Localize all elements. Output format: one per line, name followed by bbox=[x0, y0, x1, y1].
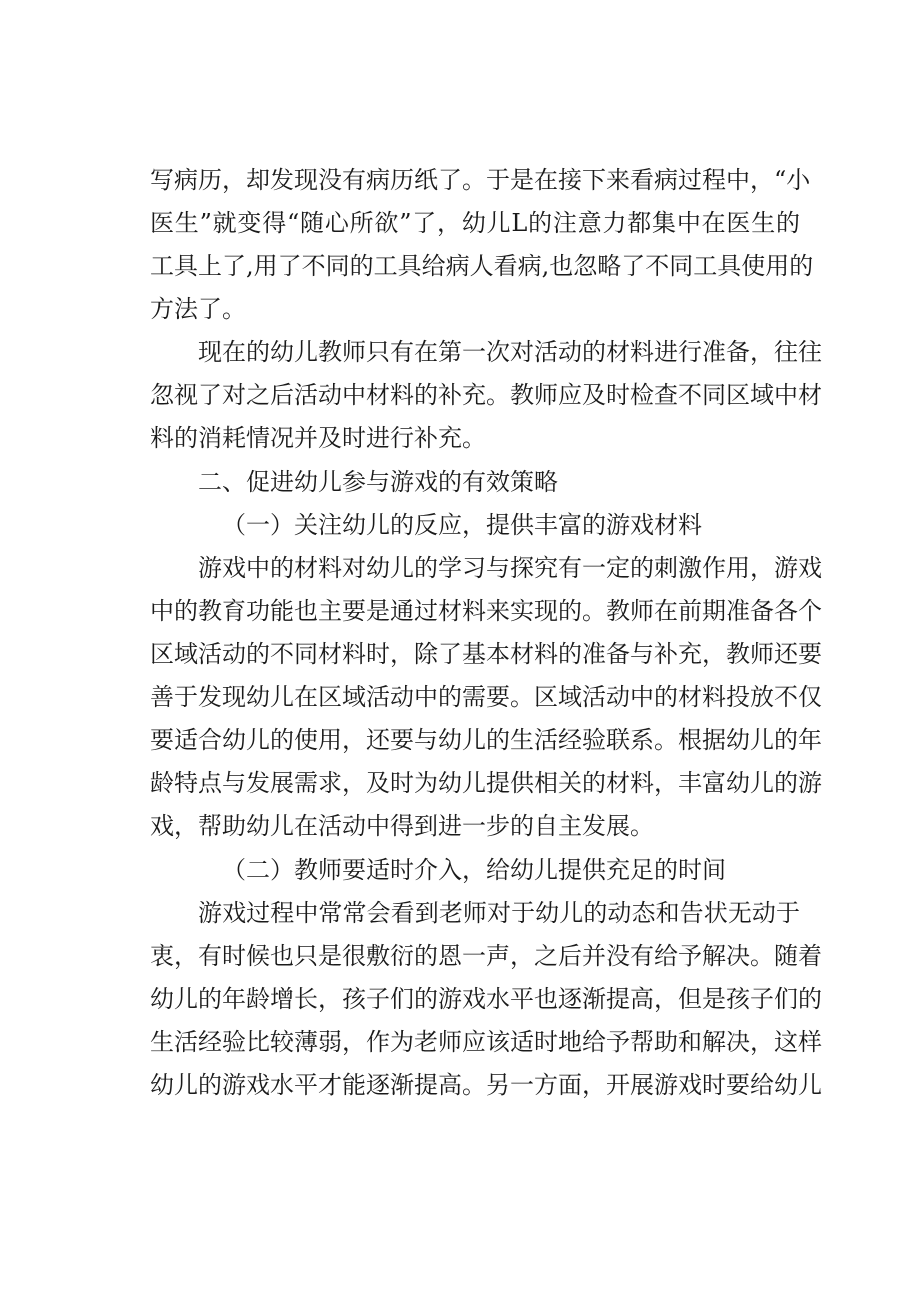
paragraph-3-line-3: 区域活动的不同材料时，除了基本材料的准备与补充，教师还要 bbox=[150, 640, 822, 668]
paragraph-1-line-1: 写病历，却发现没有病历纸了。于是在接下来看病过程中，“小 bbox=[150, 166, 811, 194]
paragraph-3-line-6: 龄特点与发展需求，及时为幼儿提供相关的材料，丰富幼儿的游 bbox=[150, 769, 822, 797]
paragraph-3-line-1: 游戏中的材料对幼儿的学习与探究有一定的刺激作用，游戏 bbox=[198, 554, 822, 582]
paragraph-2-line-1: 现在的幼儿教师只有在第一次对活动的材料进行准备，往往 bbox=[198, 338, 822, 366]
paragraph-1-line-3: 工具上了,用了不同的工具给病人看病,也忽略了不同工具使用的 bbox=[150, 252, 814, 280]
paragraph-4-line-3: 幼儿的年龄增长，孩子们的游戏水平也逐渐提高，但是孩子们的 bbox=[150, 985, 822, 1013]
paragraph-4-line-2: 衷，有时候也只是很敷衍的恩一声，之后并没有给予解决。随着 bbox=[150, 942, 822, 970]
paragraph-3-line-4: 善于发现幼儿在区域活动中的需要。区域活动中的材料投放不仅 bbox=[150, 683, 822, 711]
paragraph-3-line-2: 中的教育功能也主要是通过材料来实现的。教师在前期准备各个 bbox=[150, 597, 822, 625]
paragraph-2-line-3: 料的消耗情况并及时进行补充。 bbox=[150, 424, 486, 452]
section-heading: 二、促进幼儿参与游戏的有效策略 bbox=[198, 468, 558, 496]
paragraph-4-line-5: 幼儿的游戏水平才能逐渐提高。另一方面，开展游戏时要给幼儿 bbox=[150, 1071, 822, 1099]
paragraph-3-line-5: 要适合幼儿的使用，还要与幼儿的生活经验联系。根据幼儿的年 bbox=[150, 726, 822, 754]
paragraph-3-line-7: 戏，帮助幼儿在活动中得到进一步的自主发展。 bbox=[150, 812, 654, 840]
paragraph-2-line-2: 忽视了对之后活动中材料的补充。教师应及时检查不同区域中材 bbox=[150, 381, 822, 409]
paragraph-4-line-4: 生活经验比较薄弱，作为老师应该适时地给予帮助和解决，这样 bbox=[150, 1028, 822, 1056]
paragraph-1-line-4: 方法了。 bbox=[150, 295, 246, 323]
paragraph-1-line-2: 医生”就变得“随心所欲”了，幼儿L的注意力都集中在医生的 bbox=[150, 209, 800, 237]
subheading-2: （二）教师要适时介入，给幼儿提供充足的时间 bbox=[222, 856, 726, 884]
paragraph-4-line-1: 游戏过程中常常会看到老师对于幼儿的动态和告状无动于 bbox=[198, 899, 800, 927]
subheading-1: （一）关注幼儿的反应，提供丰富的游戏材料 bbox=[222, 511, 702, 539]
